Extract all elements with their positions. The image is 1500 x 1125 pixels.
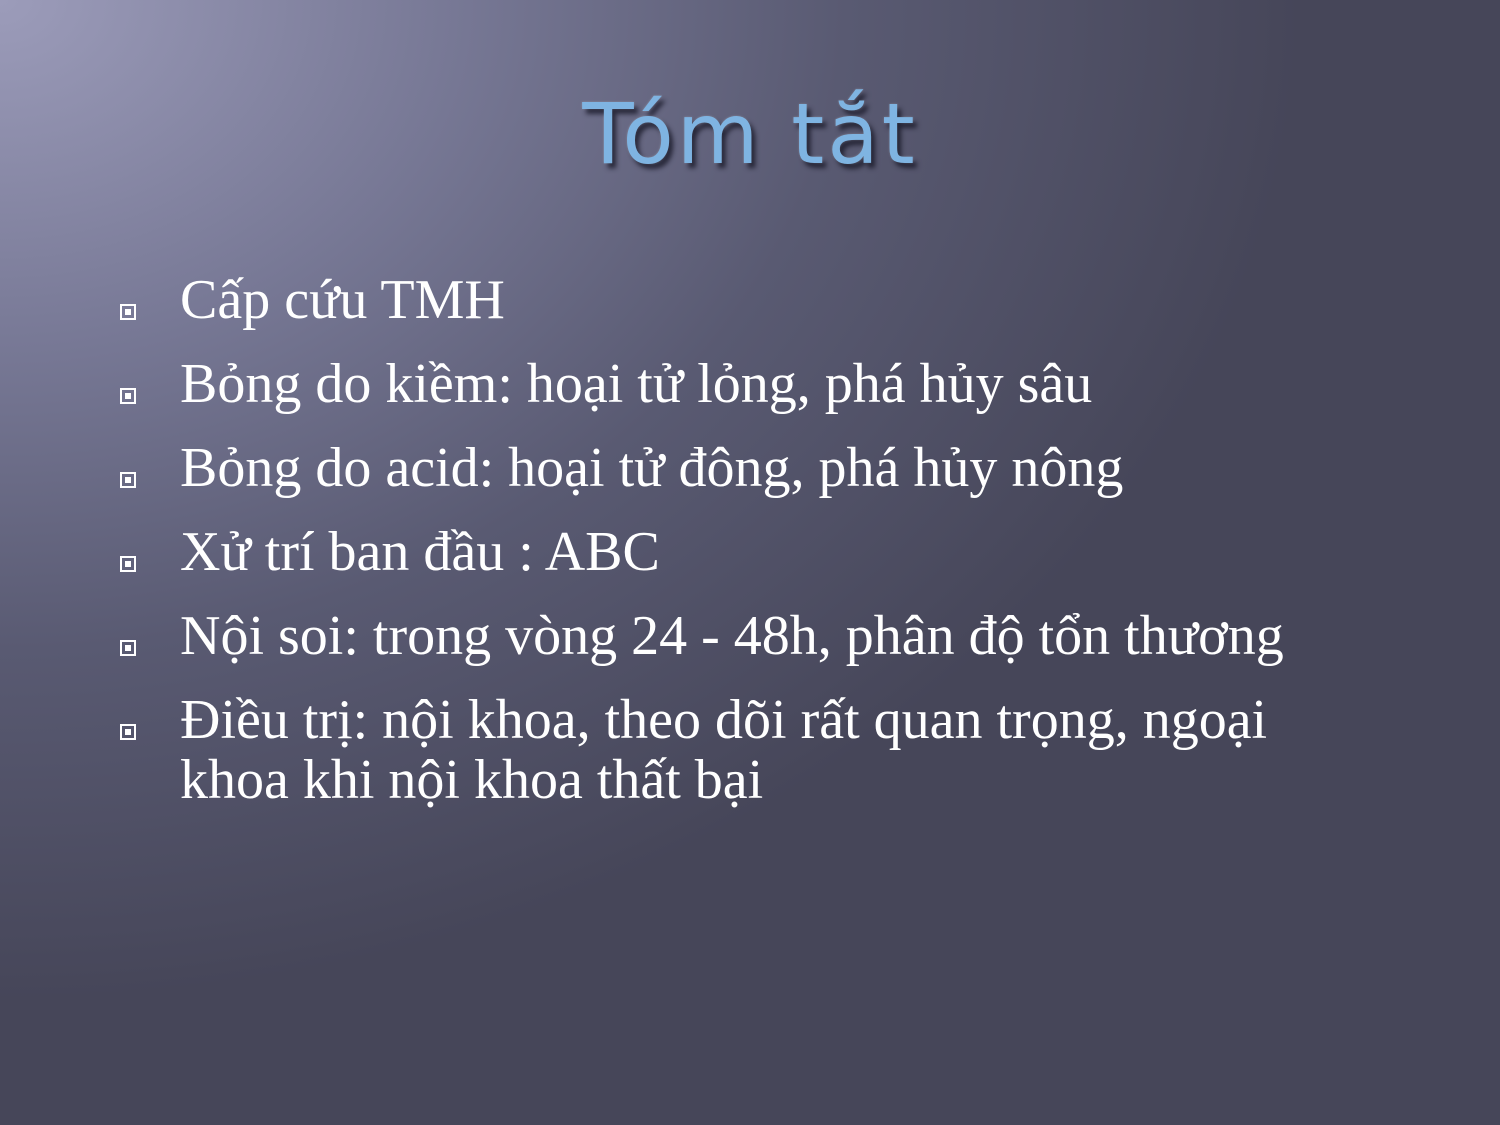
bullet-item bbox=[118, 438, 1358, 498]
square-bullet-icon bbox=[120, 640, 136, 656]
bullet-text: Cấp cứu TMH bbox=[180, 269, 505, 331]
bullet-text: Nội soi: trong vòng 24 - 48h, phân độ tổn thương bbox=[180, 605, 1284, 667]
bullet-text: Điều trị: nội khoa, theo dõi rất quan trọng, ngoại khoa khi nội khoa thất bại bbox=[180, 689, 1268, 811]
bullet-item bbox=[118, 522, 1358, 582]
bullet-list bbox=[118, 270, 1358, 834]
bullet-item bbox=[118, 690, 1358, 810]
bullet-text: Bỏng do kiềm: hoại tử lỏng, phá hủy sâu bbox=[180, 353, 1093, 415]
bullet-item bbox=[118, 270, 1358, 330]
square-bullet-icon bbox=[120, 304, 136, 320]
square-bullet-icon bbox=[120, 724, 136, 740]
bullet-item bbox=[118, 606, 1358, 666]
bullet-text: Xử trí ban đầu : ABC bbox=[180, 521, 660, 583]
square-bullet-icon bbox=[120, 556, 136, 572]
square-bullet-icon bbox=[120, 388, 136, 404]
slide-title: Tóm tắt bbox=[582, 85, 918, 183]
bullet-text: Bỏng do acid: hoại tử đông, phá hủy nông bbox=[180, 437, 1124, 499]
bullet-item bbox=[118, 354, 1358, 414]
square-bullet-icon bbox=[120, 472, 136, 488]
